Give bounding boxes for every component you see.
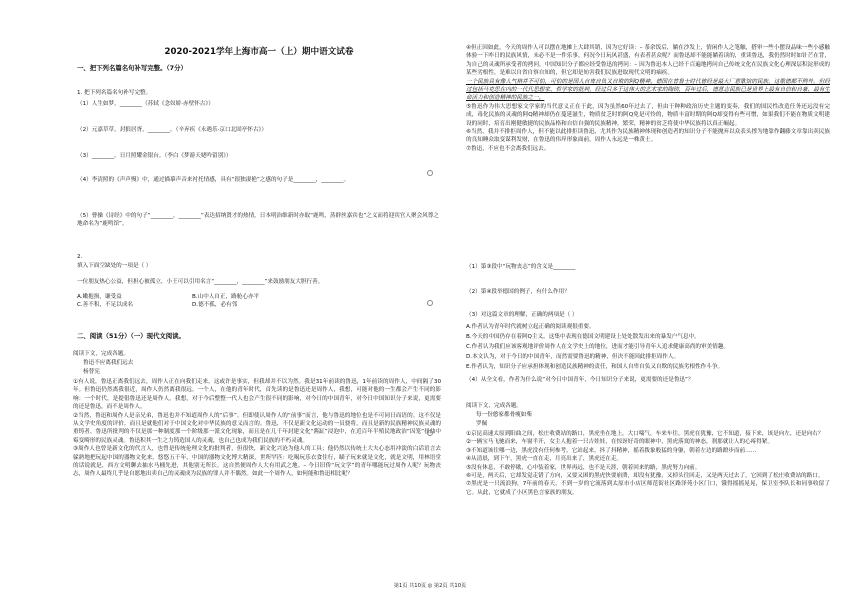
q2-options [77,293,307,310]
q1-item-5: （5）曹操《诗经》中的句子“________，________”表达招纳贤才的热情，日本明治维新时亦取“鹿鸣，蒸群丝嘉宾也”之义而将迎宾官人聚会风尊之地命名为“鹿鸣馆”。 [77,213,439,228]
reading1-author: 杨替宪 [83,369,100,375]
page-footer: 第1页 共10页 ◎ 第2页 共10页 [393,583,467,589]
q1-item-4: （4）李清照的《声声慢》中，通过描摹声音来衬托情感，具有“很独凄艳”之感的句子是________，________。 [77,177,350,183]
reading2-paragraph-6: ⑥可是，两天后，它却发觉走错了方向，又要又困的黑虎快要崩溃，却没有犹豫，又掉头往回走，又是两天过去了，它回到了松庄收费站的路口。 [466,472,824,479]
reading2-paragraph-1: ①京昆高速太原到阳曲之间，松庄收费站的路口，黑虎坐在地上，大口喘气，车来车往，黑虎在犹豫，它不知道，接下来，该是向左，还是向右？ [466,431,824,437]
r1-q3-option-a[interactable]: A.作者认为青年时代就树立起正确的阅读观很重要。 [466,324,595,330]
reading1-title: 鲁迅不应离我们远去 [83,360,134,366]
q2-number: 2. [77,254,83,260]
r1-question-3: （3）对这篇文章的理解，正确的两项是（ ） [466,312,578,318]
r1-q3-option-d[interactable]: D.本文认为，对于今日的中国青年，而然需要鲁迅的精神，但决不能因此排拒周作人。 [466,354,680,360]
r1-q3-option-b[interactable]: B.今天的中国仍存在着阿Q主义，这集中表现在德国文明建设上处处散发出来的暴发户气息中。 [466,334,700,340]
q1-item-1: （1）人生如梦，________（苏轼《念奴娇·赤壁怀古》） [77,101,214,107]
reading1-paragraph-4: ④但正因如此，今天的周作人可以摆在地摊上大肆其销，因为它好读：– 茶余饭后，躺在沙发上，情闲作人之笔触，搭审一些小摆设品味一些小感触体验一下咋日的民族风情，未必不是一件乐事，何况今日玩风甚盛，有表者甚众呢？而鲁迅却不能能躺着读的，重读鲁迅，我仍然时时如针芒在背，为自己的灵魂所承受者的拷问。中国知识分子都应经受鲁迅的拷问：– 因为鲁迅本人已经千百遍地拷问自己传统文化在民族文化心理深层积淀形成的某些劣根性，是难以自省自察自知的，但它却是妨害我们民族进取现代文明的痼疾。 [466,45,830,77]
q2-option-a[interactable]: A.嫩抱损，谦受益 [77,294,122,300]
q1-item-2: （2）元嘉草草，封狼居胥，________。（辛弃疾《永遇乐·京口北固亭怀古》） [77,127,267,133]
q1-stem: 1. 把下列名篇名句补写完整。 [77,90,152,96]
q2-option-b[interactable]: B.山中人自正，路舱心亦平 [192,294,260,300]
reading2-paragraph-2: ②一辆宝马飞驰而来，车窗半开，女主人抱着一只吉娃娃，在惊讶好奇的眼神中，黑虎落寞的神态，刹那就让人的心疼得紧。 [466,439,774,446]
reading1-paragraph-2: ②当然，鲁迅和周作人是亲兄弟，鲁迅也并不知道周作人的“后事”。但即使认周作人的“前事”而言，他与鲁迅的地位也是不可同日而语的。这不仅是从文学史角度的评价，而且是就他们对于中国文化对中华民族的意义而言的。鲁迅，不仅是新文化运动的一员骁将，而且是新的民族精神民族灵魂的重铸者，鲁迅所批判的不仅是那一种制度那一个阶级那一派文化现象，而且是在几千年封建文化“酱缸”浸泡中，在近百年半殖民地政治“囚笼”扭曲中霉变畸形的民族灵魂。鲁迅积其一生之力铸造国人的灵魂，也自己也成为我们民族的不朽灵魂。 [73,412,441,444]
reading2-author: 罗佩 [476,421,488,427]
binding-line [429,0,430,608]
reading1-paragraph-1: ①有人说，鲁迅正离我们远去，周作人正在向我们走来。这或许是事实，但我却并不以为然。我是31年前读的鲁迅，1年前读的周作人，中间隔了30年。但鲁迅仍然离我很近，周作人仍然离我很远。一个人，在他的青年时代，首先读的是鲁迅还是周作人，我想，可能对他的一生都会产生不同的影响：一个时代，是提倡鲁迅还是周作人，我想，对于今后整整一代人也会产生很不同的影响，对今日的中国青年，对今日中国知识分子来说，更需要的还是鲁迅，而不是周作人。 [73,379,441,411]
reading1-paragraph-3: ③周作人也曾是新文化的代言人，也曾是传统伦理文化的批判者，但很快，新文化兴沧为他人的工具；他仍然以传统士大夫心态用冲淡的白话语言去躲熟地把玩起中国的器物文化来，悠悠五千年，中国的器物文化博大精深，世所罕匹：吃喝玩乐衣食住行，瞄子玩来就是文化，就是文明，用林语堂的话说就是，西方文明聊去抽水马桶先进，其他别无所长。这自然便周作人大有用武之地。– 今日旧侨“玩文学”的青年哪能玩过周作人呢？玩物丧志，周作人最终几乎是自愿地出卖自己的灵魂成为民族的罪人并不偶然。如此一个周作人，如何能和鲁迅相比呢？ [73,446,441,478]
reading2-intro: 阅读下文，完成各题。 [466,403,522,409]
page-title: 2020-2021学年上海市高一（上）期中语文试卷 [164,47,354,57]
q1-item-3: （3）________。日月照耀金银台。（李白《梦游天姥吟留别》） [77,153,232,159]
reading2-body [466,430,830,497]
reading1-paragraph-5: ⑤鲁迅作为伟大思想家文学家的当代意义正在于此，因为虽然60年过去了，但由于种种政治历史主题的变奏，我们的国民性改造任务还远没有完成，毒化民族的灵魂的阿Q精神却仍在蔓延滋生，物质贫乏时的阿Q免是可怜的，物质丰富时期的阿Q却变得有些可憎，如果我们不能在物质文明建设的同时，培育出刚健敏捷的民族品格和自信自强的民族精神，繁荣，精神的贫乏将使中华民族将以真正崛起。 [466,103,830,127]
section-2-heading: 二、阅读（51分）（一）现代文阅读。 [77,332,185,340]
r1-question-1: （1）第③段中“玩物丧志”的含义是________ [466,264,576,270]
reading2-paragraph-5: ⑤没有休息，不敢停歇，心中装着家，世界再远，也不是天涯，朝着回来的路，黑虎努力向前。 [466,464,701,471]
reading2-paragraph-3: ③不知道该往哪一边，黑虎没有任何参考，它站起来，抖了抖精神，摇着拨象般猛的身躯，朝着左边的路蹬步而前…… [466,447,757,454]
reading2-paragraph-4: ④从清晨，到下午，黑虎一直在走，月亮出来了，黑虎还在走。 [466,456,623,463]
q2-option-c[interactable]: C.善不积，不足以成名 [77,302,134,309]
r1-q3-option-c[interactable]: C.作者认为我们应该客观地评价周作人在文学史上的地位，进而才能引导青年人追求健康高尚的审美情趣。 [466,344,729,350]
r1-q3-option-e[interactable]: E.作者认为，知识分子应承担体现和创造民族精神的责任，和国人自卑自负又自欺的民族劣根性作斗争。 [466,364,724,370]
q2-option-d[interactable]: D.德不孤，必有邻 [192,302,238,309]
section-1-heading: 一、把下列名篇名句补写完整。（7分） [77,64,187,72]
reading1-intro: 阅读下文，完成各题。 [73,351,129,357]
reading1-body [73,378,441,479]
reading2-title: 每一份憨家都骨瘦如柴 [476,412,532,418]
q2-line: 一位朋友热心公益，但担心被孤立，小王可以引用名言“________，________”来鼓励朋友大胆行善。 [77,279,324,285]
reading1-paragraph-7: ⑦鲁迅，不应也不会离我们远去。 [466,145,550,152]
reading1-continued [466,44,830,153]
reading1-paragraph-6: ⑥当然，我并不排拒周作人，但不能以此排拒读鲁迅，尤其作为民族精神体现和创造者的知识分子不能抛弃以众表头撑为地靠作翻藤文章靠出卖民族的良知睡众取变谋利发财，在鲁迅的伟岸形象面前，周作人永远是一株黄士。 [466,128,830,144]
reading1-underlined-passage: 一个民族具有像人气格并不可怕，可怕的是国人自卑自负又自欺的阿Q精神。德国在普鲁士时代曾经是最大厂意歌馆的民族，这歌德都不例外，但经过包括马克思在内的一代代思想家、哲学家的批判，经过只多于这伟大的艺术家的陶铸，百年过后，德意志民族已是世界上最有自信和自豪、最有生命活力和创造精神的民族之一。 [466,78,830,102]
r1-question-2: （2）第④段举德国的例子，有什么作用？ [466,289,570,295]
q2-stem: 填入下面空缺处的一项是（ ） [77,263,152,269]
reading2-paragraph-7: ⑦黑虎是一只流浪狗，7年前的春天，不到一岁的它流落到太原市小店区师范街社区路泽苑小区门口，饿得摇摇晃晃，保卫室李队长和同事收留了它。从此，它就成了小区黑色言家族的朋友。 [466,481,830,496]
r1-question-4: （4）从全文看，作者为什么说“对今日中国青年，今日知识分子来说，更需要的还是鲁迅”？ [466,377,694,383]
